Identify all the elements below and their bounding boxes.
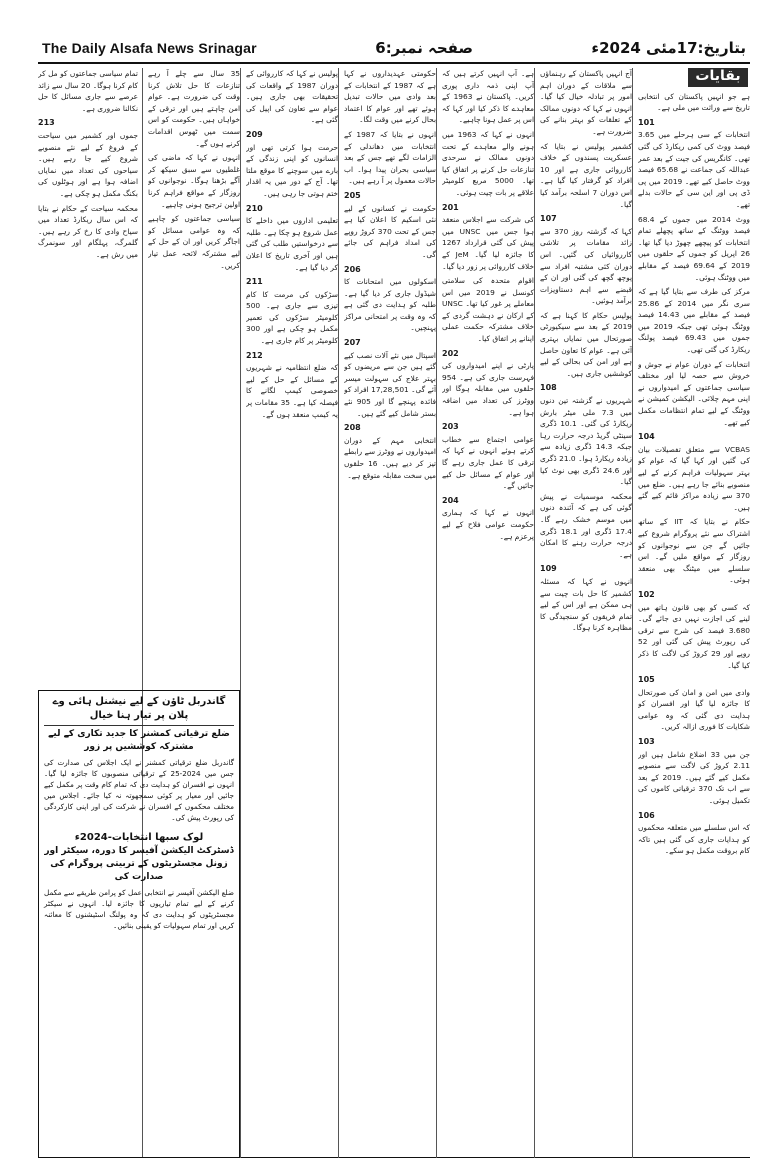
election-subheadline: ڈسٹرکٹ الیکشن آفیسر کا دورہ، سیکٹر اور زونل مجسٹریٹوں کے تربیتی پروگرام کی صدارت کی — [44, 846, 234, 882]
article-paragraph: جن میں 33 اضلاع شامل ہیں اور 2.11 کروڑ کی لاگت سے منصوبے مکمل کیے گئے ہیں۔ 2019 کے بعد سے اب تک 370 ترقیاتی کاموں کی تکمیل ہوئی۔ — [638, 749, 750, 806]
story-number: 213 — [38, 118, 55, 128]
column-2-body — [540, 68, 632, 634]
column-rule — [436, 68, 437, 1158]
section-title: بقایات — [688, 68, 748, 87]
article-paragraph: کی شرکت سے اجلاس منعقد ہوا جس میں UNSC میں پیش کی گئی قرارداد 1267 کا جائزہ لیا گیا۔ JeM کے خلاف کارروائی پر زور دیا گیا۔ — [442, 215, 534, 271]
election-body: ضلع الیکشن آفیسر نے انتخابی عمل کو پرامن طریقے سے مکمل کرنے کے لیے تمام تیاریوں کا جائزہ لیا۔ انہوں نے سیکٹر مجسٹریٹوں کو ہدایت دی کہ وہ پولنگ اسٹیشنوں کا معائنہ کریں اور تمام سہولیات کو یقینی بنائیں۔ — [44, 888, 234, 930]
story-number: 209 — [246, 129, 263, 139]
article-paragraph: کشمیر پولیس نے بتایا کہ عسکریت پسندوں کے خلاف کارروائی جاری ہے اور 10 افراد کو گرفتار کیا گیا ہے۔ اس دوران 7 اسلحہ برآمد کیا گیا۔ — [540, 141, 632, 209]
column-5-body — [246, 68, 338, 420]
column-2 — [540, 68, 632, 1158]
article-paragraph: ہے۔ آپ انہیں کرتے ہیں کہ آپ اپنی ذمہ داری پوری کریں۔ پاکستان نے 1963 کے معاہدے کا ذکر کیا اور کہا کہ اس پر عمل ہونا چاہیے۔ — [442, 69, 534, 125]
article-paragraph: انہوں نے کہا کہ 1963 میں ہونے والے معاہدے کے تحت دونوں ممالک نے سرحدی تنازعات حل کرنے پر اتفاق کیا تھا۔ 5000 مربع کلومیٹر علاقے پر بات چیت ہوئی۔ — [442, 129, 534, 197]
article-paragraph: 35 سال سے چلے آ رہے تنازعات کا حل تلاش کرنا وقت کی ضرورت ہے۔ عوام امن چاہتے ہیں اور ترقی کے خواہاں ہیں۔ حکومت کو اس سمت میں ٹھوس اقدامات کرنے ہوں گے۔ — [148, 69, 240, 148]
article-paragraph: انہوں نے کہا کہ ماضی کی غلطیوں سے سبق سیکھ کر آگے بڑھنا ہوگا۔ نوجوانوں کو روزگار کے مواقع فراہم کرنا اولین ترجیح ہونی چاہیے۔ — [148, 153, 240, 209]
article-paragraph: عوامی اجتماع سے خطاب کرتے ہوئے انہوں نے کہا کہ ترقی کا عمل جاری رہے گا اور عوام کے مسائل حل کیے جائیں گے۔ — [442, 434, 534, 491]
story-number: 211 — [246, 277, 263, 287]
story-number: 212 — [246, 350, 263, 360]
story-number: 106 — [638, 810, 655, 820]
column-1-body — [638, 91, 750, 857]
story-number: 208 — [344, 423, 361, 433]
story-number: 107 — [540, 214, 557, 224]
article-paragraph: وادی میں امن و امان کی صورتحال کا جائزہ لیا گیا اور افسران کو ہدایت دی گئی کہ وہ عوامی شکایات کا فوری ازالہ کریں۔ — [638, 687, 750, 732]
story-number: 105 — [638, 675, 655, 685]
article-paragraph: VCBAS سے متعلق تفصیلات بیان کی گئیں اور کہا گیا کہ عوام کو بہتر سہولیات فراہم کرنے کے لیے منصوبے بنائے جا رہے ہیں۔ ضلع میں 370 سے زیادہ مراکز قائم کیے گئے ہیں۔ — [638, 444, 750, 512]
article-paragraph: پارٹی نے اپنے امیدواروں کی فہرست جاری کی ہے۔ 954 حلقوں میں مقابلہ ہوگا اور ووٹرز کی تعداد میں اضافہ ہوا ہے۔ — [442, 361, 534, 417]
article-paragraph: حکومت نے کسانوں کے لیے نئی اسکیم کا اعلان کیا ہے جس کے تحت 370 کروڑ روپے کی امداد فراہم کی جائے گی۔ — [344, 203, 436, 259]
story-number: 204 — [442, 495, 459, 505]
article-paragraph: شہریوں نے گزشتہ تین دنوں میں 7.3 ملی میٹر بارش ریکارڈ کی گئی۔ 10.1 ڈگری سینٹی گریڈ درجہ حرارت رہا جبکہ 14.3 ڈگری زیادہ سے زیادہ ریکارڈ ہوا۔ 21.0 ڈگری اور 24.6 ڈگری بھی نوٹ کیا گیا۔ — [540, 396, 632, 487]
article-paragraph: کہا کہ گزشتہ روز 370 سے زائد مقامات پر تلاشی کارروائیاں کی گئیں۔ اس دوران کئی مشتبہ افراد سے پوچھ گچھ کی گئی اور ان کے قبضے سے اہم دستاویزات برآمد ہوئیں۔ — [540, 226, 632, 306]
article-paragraph: محکمہ موسمیات نے پیش گوئی کی ہے کہ آئندہ دنوں میں موسم خشک رہے گا۔ 17.4 ڈگری اور 18.1 ڈگری درجہ حرارت رہنے کا امکان ہے۔ — [540, 491, 632, 559]
column-7-body — [38, 68, 138, 261]
column-3-body — [442, 68, 534, 542]
newspaper-page — [38, 68, 750, 1158]
article-paragraph: ووٹ 2014 میں جموں کے 68.4 فیصد ووٹنگ کے ساتھ پچھلے تمام انتخابات کو پیچھے چھوڑ دیا گیا تھا۔ 26 اپریل کو جموں کے حلقوں میں 2019 کے 69.64 فیصد کے مقابلے میں ووٹنگ ہوئی۔ — [638, 214, 750, 282]
article-paragraph: مرکز کی طرف سے بتایا گیا ہے کہ سری نگر میں 2014 کے 25.86 فیصد کے مقابلے میں 14.43 فیصد ووٹنگ ہوئی تھی جبکہ 2019 میں جموں میں 69.43 فیصد پولنگ ریکارڈ کی گئی تھی۔ — [638, 287, 750, 355]
announcement-headline: گاندربل ٹاؤن کے لیے نیشنل ہائی وے پلان پر تیار ہنا خیال — [44, 695, 234, 726]
article-paragraph: کہ اس سلسلے میں متعلقہ محکموں کو ہدایات جاری کی گئی ہیں تاکہ کام بروقت مکمل ہو سکے۔ — [638, 823, 750, 856]
story-number: 210 — [246, 203, 263, 213]
article-paragraph: سیاسی جماعتوں کو چاہیے کہ وہ عوامی مسائل کو اجاگر کریں اور ان کے حل کے لیے مشترکہ لائحہ عمل تیار کریں۔ — [148, 214, 240, 270]
column-5 — [246, 68, 338, 1158]
issue-date: بتاریخ:17مئی 2024ء — [591, 39, 746, 57]
column-3 — [442, 68, 534, 1158]
story-number: 207 — [344, 338, 361, 348]
article-paragraph: تعلیمی اداروں میں داخلے کا عمل شروع ہو چکا ہے۔ طلبہ سے درخواستیں طلب کی گئی ہیں اور آخری تاریخ کا اعلان کر دیا گیا ہے۔ — [246, 216, 338, 272]
article-paragraph: کہ کسی کو بھی قانون ہاتھ میں لینے کی اجازت نہیں دی جائے گی۔ 3.680 فیصد کی شرح سے ترقی کی رپورٹ پیش کی گئی اور 52 روپے اور 29 کروڑ کی لاگت کا ذکر کیا گیا۔ — [638, 602, 750, 670]
article-paragraph: حکومتی عہدیداروں نے کہا ہے کہ 1987 کے انتخابات کے بعد وادی میں حالات تبدیل ہوئے تھے اور عوام کا اعتماد بحال کرنے میں وقت لگا۔ — [344, 69, 436, 125]
story-number: 108 — [540, 383, 557, 393]
story-number: 101 — [638, 117, 655, 127]
column-rule — [338, 68, 339, 1158]
article-paragraph: انتخابات کے دوران عوام نے جوش و خروش سے حصہ لیا اور مختلف سیاسی جماعتوں کے امیدواروں نے اپنی مہم چلائی۔ الیکشن کمیشن نے ووٹنگ کے لیے تمام انتظامات مکمل کیے تھے۔ — [638, 359, 750, 427]
article-paragraph: انتخابی مہم کے دوران امیدواروں نے ووٹرز سے رابطے تیز کر دیے ہیں۔ 16 حلقوں میں سخت مقابلہ متوقع ہے۔ — [344, 435, 436, 480]
column-rule — [240, 68, 241, 1158]
column-rule — [632, 68, 633, 1158]
column-6-body — [148, 68, 240, 271]
column-rule — [534, 68, 535, 1158]
masthead — [38, 34, 750, 64]
article-paragraph: سڑکوں کی مرمت کا کام تیزی سے جاری ہے۔ 500 کلومیٹر سڑکوں کی تعمیر مکمل ہو چکی ہے اور 300 کلومیٹر پر کام جاری ہے۔ — [246, 289, 338, 346]
announcement-box — [38, 690, 240, 1158]
announcement-body: گاندربل ضلع ترقیاتی کمشنر نے ایک اجلاس کی صدارت کی جس میں 2024-25 کے ترقیاتی منصوبوں کا جائزہ لیا گیا۔ انہوں نے افسران کو ہدایت دی کہ تمام کام وقت پر مکمل کیے جائیں اور معیار پر کوئی سمجھوتہ نہ کیا جائے۔ اجلاس میں مختلف محکموں کے افسران نے شرکت کی اور اپنی کارکردگی کی رپورٹ پیش کی۔ — [44, 758, 234, 822]
article-paragraph: جموں اور کشمیر میں سیاحت کے فروغ کے لیے نئے منصوبے شروع کیے جا رہے ہیں۔ سیاحوں کی تعداد میں نمایاں اضافہ ہوا ہے اور ہوٹلوں کی بکنگ مکمل ہو چکی ہے۔ — [38, 130, 138, 198]
column-4 — [344, 68, 436, 1158]
story-number: 205 — [344, 190, 361, 200]
story-number: 203 — [442, 422, 459, 432]
article-paragraph: اسکولوں میں امتحانات کا شیڈول جاری کر دیا گیا ہے۔ طلبہ کو ہدایت دی گئی ہے کہ وہ وقت پر امتحانی مراکز پہنچیں۔ — [344, 277, 436, 333]
article-paragraph: پولیس نے کہا کہ کارروائی کے دوران 1987 کے واقعات کی تحقیقات بھی جاری ہیں۔ عوام سے تعاون کی اپیل کی گئی ہے۔ — [246, 69, 338, 125]
article-paragraph: انہوں نے کہا کہ ہماری حکومت عوامی فلاح کے لیے پرعزم ہے۔ — [442, 508, 534, 541]
column-1 — [638, 68, 750, 1158]
column-6 — [148, 68, 240, 688]
story-number: 202 — [442, 348, 459, 358]
story-number: 102 — [638, 589, 655, 599]
story-number: 206 — [344, 264, 361, 274]
article-paragraph: اقوام متحدہ کی سلامتی کونسل نے 2019 میں اس معاملے پر غور کیا تھا۔ UNSC کے ارکان نے دہشت گردی کے خلاف مشترکہ حکمت عملی اپنانے پر اتفاق کیا۔ — [442, 276, 534, 344]
article-paragraph: کہ ضلع انتظامیہ نے شہریوں کے مسائل کے حل کے لیے خصوصی کیمپ لگانے کا فیصلہ کیا ہے۔ 35 مقامات پر یہ کیمپ منعقد ہوں گے۔ — [246, 363, 338, 419]
article-paragraph: حرمت ہوا کرتی تھی اور انسانوں کو اپنی زندگی کے بارے میں سوچنے کا موقع ملتا تھا۔ آج کے دور میں یہ اقدار ختم ہوتی جا رہی ہیں۔ — [246, 142, 338, 198]
paper-name: The Daily Alsafa News Srinagar — [42, 40, 257, 56]
announcement-subheadline: ضلع ترقیاتی کمشنر کا جدید تکاری کے لیے مشترکہ کوششیں پر زور — [48, 729, 230, 752]
article-paragraph: انہوں نے بتایا کہ 1987 کے انتخابات میں دھاندلی کے الزامات لگے تھے جس کے بعد سیاسی بحران پیدا ہوا۔ اب حالات معمول پر آ رہے ہیں۔ — [344, 129, 436, 186]
story-number: 104 — [638, 432, 655, 442]
story-number: 109 — [540, 564, 557, 574]
article-paragraph: انتخابات کے سی ہرحلے میں 3.65 فیصد ووٹ کی کمی ریکارڈ کی گئی تھی۔ کانگریس کی جیت کے بعد عمر عبداللہ کی جماعت نے 65.68 فیصد ووٹ حاصل کیے تھے۔ 2019 میں پی ڈی پی اور این سی کے حالات بدلے تھے۔ — [638, 130, 750, 209]
article-paragraph: انہوں نے کہا کہ مسئلہ کشمیر کا حل بات چیت سے ہی ممکن ہے اور اس کے لیے تمام فریقوں کو سنجیدگی کا مظاہرہ کرنا ہوگا۔ — [540, 576, 632, 633]
story-number: 103 — [638, 737, 655, 747]
article-paragraph: پولیس حکام کا کہنا ہے کہ 2019 کے بعد سے سیکیورٹی صورتحال میں نمایاں بہتری آئی ہے۔ عوام کا تعاون حاصل ہے اور امن کی بحالی کے لیے کوششیں جاری ہیں۔ — [540, 310, 632, 378]
article-paragraph: تمام سیاسی جماعتوں کو مل کر کام کرنا ہوگا۔ 20 سال سے زائد عرصے سے جاری مسائل کا حل نکالنا ضروری ہے۔ — [38, 69, 138, 113]
page-number: صفحہ نمبر:6 — [375, 39, 473, 57]
article-paragraph: ہے جو انہیں پاکستان کی انتخابی تاریخ سے وراثت میں ملی ہے۔ — [638, 91, 750, 113]
column-7 — [38, 68, 138, 686]
article-paragraph: اسپتال میں نئے آلات نصب کیے گئے ہیں جن سے مریضوں کو بہتر علاج کی سہولت میسر آئے گی۔ 17,28,501 افراد کو فائدہ پہنچے گا اور 905 نئے بستر شامل کیے گئے ہیں۔ — [344, 350, 436, 418]
story-number: 201 — [442, 202, 459, 212]
article-paragraph: محکمہ سیاحت کے حکام نے بتایا کہ اس سال ریکارڈ تعداد میں سیاح وادی کا رخ کر رہے ہیں۔ گلمرگ، پہلگام اور سونمرگ میں رش ہے۔ — [38, 203, 138, 259]
column-4-body — [344, 68, 436, 481]
article-paragraph: آج انہیں پاکستان کے رہنماؤں سے ملاقات کے دوران اہم امور پر تبادلہ خیال کیا گیا۔ انہوں نے کہا کہ دونوں ممالک کے تعلقات کو بہتر بنانے کی ضرورت ہے۔ — [540, 69, 632, 136]
election-headline: لوک سبھا انتخابات-2024ء — [74, 832, 204, 843]
article-paragraph: حکام نے بتایا کہ IIT کے ساتھ اشتراک سے نئے پروگرام شروع کیے جائیں گے جن سے نوجوانوں کو روزگار کے مواقع ملیں گے۔ اس سلسلے میں میٹنگ بھی منعقد ہوئی۔ — [638, 517, 750, 585]
